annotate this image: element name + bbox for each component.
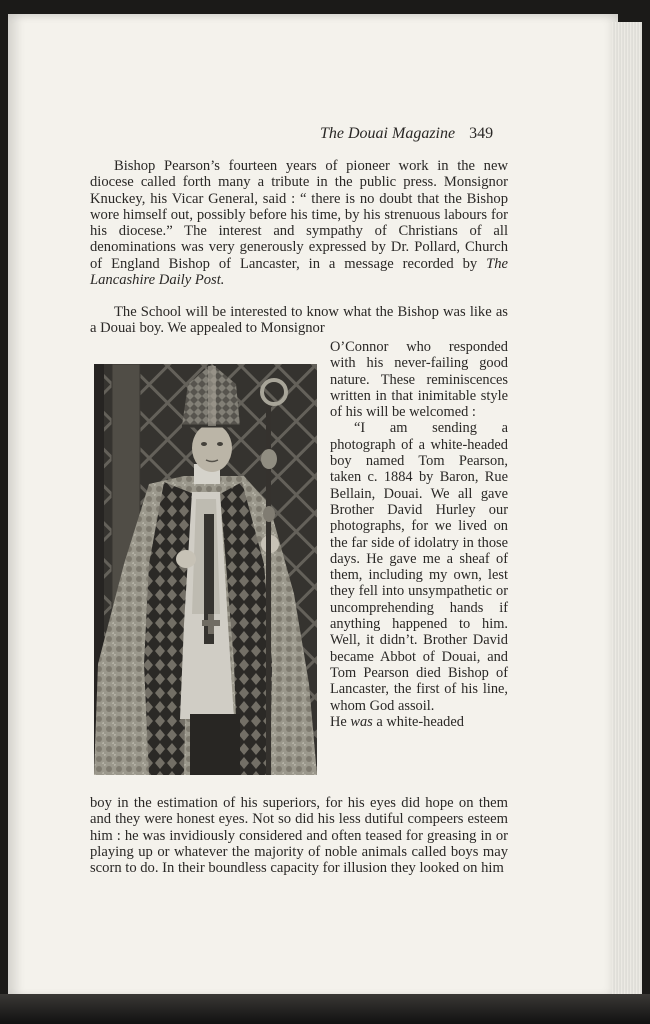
reminiscence-continued bbox=[330, 714, 508, 730]
continued-white-headed: a white-headed bbox=[376, 713, 464, 730]
paragraph-school-text: The School will be interested to know what the Bishop was like as a Douai boy. We appealed to Monsignor bbox=[90, 304, 508, 337]
magazine-title: The Douai Magazine bbox=[320, 125, 456, 142]
reminiscence-quote: “I am sending a photograph of a white-headed boy named Tom Pearson, taken c. 1884 by Baron, Rue Bellain, Douai. We all gave Brother David Hurley our photographs, for we lived on the far side of idolatry in those days. He gave me a sheaf of them, including my own, lest they fell into unsympathetic or uncomprehending hands if anything happened to him. Well, it didn’t. Brother David became Abbot of Douai, and Tom Pearson died Bishop of Lancaster, the first of his line, whom God assoil. bbox=[330, 420, 508, 714]
running-header bbox=[320, 125, 493, 143]
paragraph-tributes-text: Bishop Pearson’s fourteen years of pioneer work in the new diocese called forth many a tribute in the public press. Monsignor Knuckey, his Vicar General, said : “ there is no doubt that the Bishop wore himself out, possibly before his time, by his strenuous labours for his diocese.” The interest and sympathy of Christians of all denominations was very generously expressed by Dr. Pollard, Church of England Bishop of Lancaster, in a message recorded by bbox=[90, 158, 508, 272]
page-number: 349 bbox=[469, 125, 494, 142]
oconnor-paragraph: O’Connor who responded with his never-failing good nature. These reminiscences written in that inimitable style of his will be welcomed : bbox=[330, 339, 508, 421]
page-edges bbox=[612, 22, 642, 994]
paragraph-superiors bbox=[90, 795, 508, 876]
photo-side-column bbox=[330, 339, 508, 730]
paragraph-school bbox=[90, 304, 508, 337]
paragraph-tributes bbox=[90, 158, 508, 288]
newspaper-title: The Lancashire Daily Post. bbox=[90, 255, 508, 289]
emphasis-was: was bbox=[350, 713, 373, 730]
paragraph-superiors-text: boy in the estimation of his superiors, for his eyes did hope on them and they were honest eyes. Not so did his less dutiful compeers esteem him : he was invidiously considered and often teased for greasing in or playing up or whatever the majority of noble animals called boys may scorn to do. In their boundless capacity for illusion they looked on him bbox=[90, 795, 508, 877]
book-shadow bbox=[0, 994, 650, 1024]
bishop-photograph bbox=[94, 364, 317, 775]
continued-word-he: He bbox=[330, 713, 347, 730]
